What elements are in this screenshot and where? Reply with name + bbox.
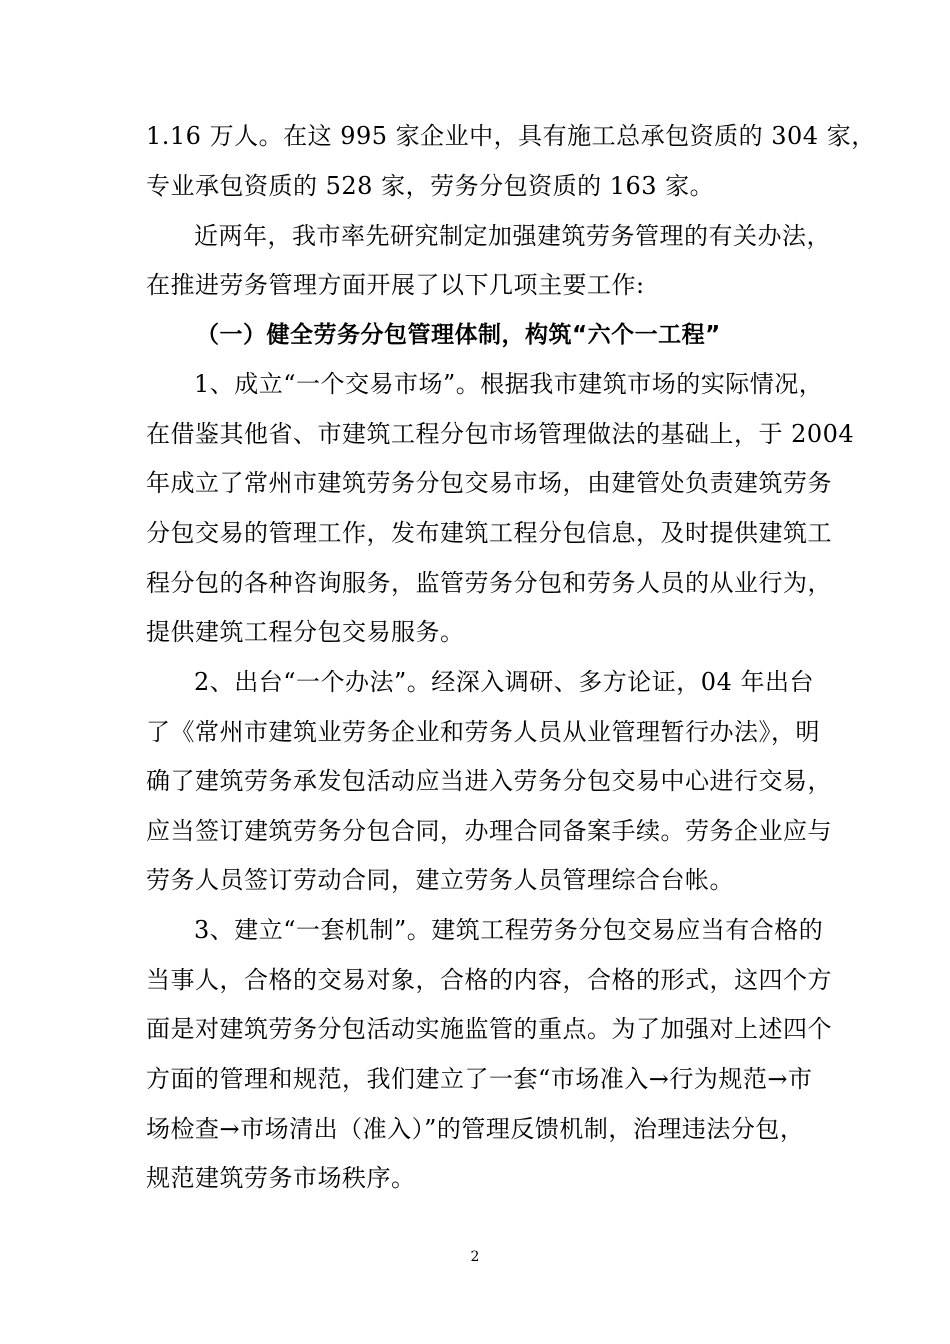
text-line: 当事人，合格的交易对象，合格的内容，合格的形式，这四个方 — [146, 966, 832, 994]
text-line: 面是对建筑劳务分包活动实施监管的重点。为了加强对上述四个 — [146, 1015, 832, 1043]
text-line: 在借鉴其他省、市建筑工程分包市场管理做法的基础上，于 2004 — [146, 420, 855, 448]
paragraph-start: 3、建立“一套机制”。建筑工程劳务分包交易应当有合格的 — [194, 916, 824, 944]
text-line: 场检查→市场清出（准入）”的管理反馈机制，治理违法分包， — [146, 1115, 805, 1143]
text-line: 程分包的各种咨询服务，监管劳务分包和劳务人员的从业行为， — [146, 569, 832, 597]
paragraph-start: 2、出台“一个办法”。经深入调研、多方论证，04 年出台 — [194, 668, 814, 696]
text-line: 应当签订建筑劳务分包合同，办理合同备案手续。劳务企业应与 — [146, 817, 832, 845]
text-line: 提供建筑工程分包交易服务。 — [146, 618, 465, 646]
text-line: 在推进劳务管理方面开展了以下几项主要工作: — [146, 271, 645, 299]
paragraph-start: 1、成立“一个交易市场”。根据我市建筑市场的实际情况， — [194, 370, 824, 398]
text-line: 了《常州市建筑业劳务企业和劳务人员从业管理暂行办法》，明 — [146, 718, 820, 746]
text-line: 专业承包资质的 528 家，劳务分包资质的 163 家。 — [146, 172, 715, 200]
section-heading: （一）健全劳务分包管理体制，构筑“六个一工程” — [196, 322, 721, 348]
page-number: 2 — [470, 1249, 480, 1265]
text-line: 规范建筑劳务市场秩序。 — [146, 1164, 416, 1192]
text-line: 年成立了常州市建筑劳务分包交易市场，由建管处负责建筑劳务 — [146, 469, 832, 497]
text-line: 分包交易的管理工作，发布建筑工程分包信息，及时提供建筑工 — [146, 519, 832, 547]
text-line: 1.16 万人。在这 995 家企业中，具有施工总承包资质的 304 家， — [146, 122, 876, 150]
text-line: 劳务人员签订劳动合同，建立劳务人员管理综合台帐。 — [146, 866, 734, 894]
text-line: 确了建筑劳务承发包活动应当进入劳务分包交易中心进行交易， — [146, 767, 832, 795]
paragraph-start: 近两年，我市率先研究制定加强建筑劳务管理的有关办法， — [194, 222, 831, 250]
text-line: 方面的管理和规范，我们建立了一套“市场准入→行为规范→市 — [146, 1065, 813, 1093]
